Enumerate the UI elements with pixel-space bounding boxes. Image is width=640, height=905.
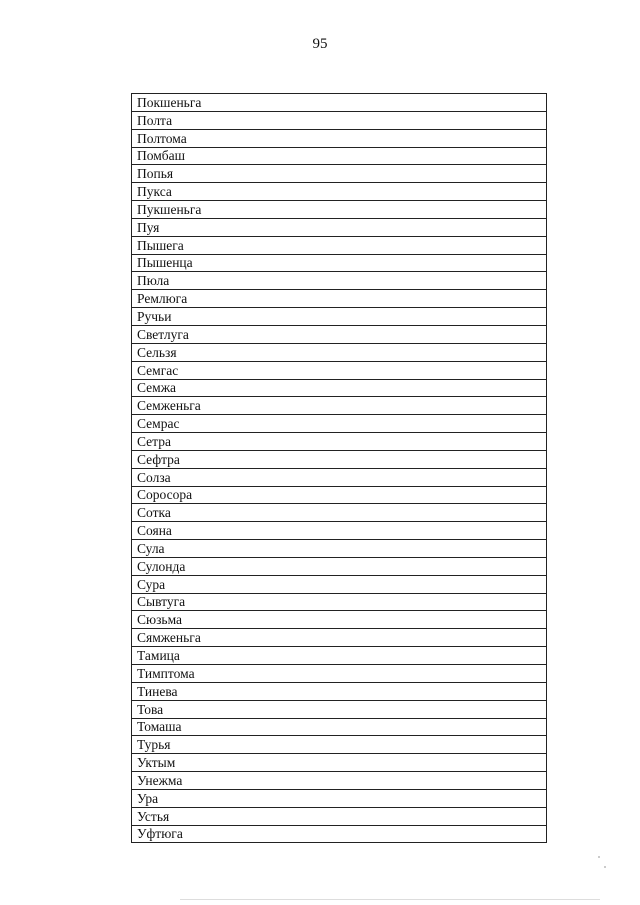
table-row: [132, 611, 547, 629]
table-row: [132, 807, 547, 825]
table-cell: Пюла: [132, 272, 547, 290]
table-row: [132, 325, 547, 343]
table-row: [132, 183, 547, 201]
table-row: [132, 754, 547, 772]
table-row: [132, 700, 547, 718]
table-cell: Унежма: [132, 772, 547, 790]
table-row: [132, 290, 547, 308]
table-row: [132, 647, 547, 665]
table-cell: Сельзя: [132, 343, 547, 361]
table-row: [132, 129, 547, 147]
table-row: [132, 236, 547, 254]
table-row: [132, 718, 547, 736]
table-cell: Устья: [132, 807, 547, 825]
table-row: [132, 308, 547, 326]
table-row: [132, 736, 547, 754]
table-cell: Ручьи: [132, 308, 547, 326]
table-row: [132, 379, 547, 397]
table-cell: Тамица: [132, 647, 547, 665]
table-cell: Томаша: [132, 718, 547, 736]
table-row: [132, 486, 547, 504]
table-cell: Полтома: [132, 129, 547, 147]
table-row: [132, 468, 547, 486]
table-cell: Пуя: [132, 218, 547, 236]
table-cell: Ремлюга: [132, 290, 547, 308]
table-cell: Помбаш: [132, 147, 547, 165]
table-cell: Сояна: [132, 522, 547, 540]
table-cell: Сулонда: [132, 557, 547, 575]
table-row: [132, 825, 547, 843]
table-row: [132, 343, 547, 361]
table-cell: Уфтюга: [132, 825, 547, 843]
table-cell: Пышега: [132, 236, 547, 254]
table-cell: Сывтуга: [132, 593, 547, 611]
table-row: [132, 504, 547, 522]
table-row: [132, 397, 547, 415]
table-cell: Покшеньга: [132, 94, 547, 112]
table-row: [132, 557, 547, 575]
table-row: [132, 540, 547, 558]
page-number: 95: [312, 36, 328, 52]
table-cell: Сямженьга: [132, 629, 547, 647]
table-cell: Семгас: [132, 361, 547, 379]
table-row: [132, 165, 547, 183]
table-row: [132, 361, 547, 379]
table-row: [132, 272, 547, 290]
table-cell: Сотка: [132, 504, 547, 522]
table-row: [132, 575, 547, 593]
names-table-body: [132, 94, 547, 843]
table-row: [132, 433, 547, 451]
table-cell: Сура: [132, 575, 547, 593]
table-row: [132, 665, 547, 683]
table-cell: Солза: [132, 468, 547, 486]
table-cell: Пукшеньга: [132, 201, 547, 219]
table-cell: Пукса: [132, 183, 547, 201]
scan-edge-line: [180, 899, 600, 900]
table-cell: Соросора: [132, 486, 547, 504]
table-cell: Светлуга: [132, 325, 547, 343]
table-cell: Тинева: [132, 682, 547, 700]
scan-artifact: [598, 856, 600, 858]
table-cell: Семжа: [132, 379, 547, 397]
table-cell: Това: [132, 700, 547, 718]
table-row: [132, 147, 547, 165]
table-cell: Сетра: [132, 433, 547, 451]
table-cell: Пышенца: [132, 254, 547, 272]
table-cell: Уктым: [132, 754, 547, 772]
table-row: [132, 94, 547, 112]
table-row: [132, 254, 547, 272]
table-row: [132, 682, 547, 700]
names-table: [131, 93, 547, 843]
table-row: [132, 201, 547, 219]
table-cell: Сюзьма: [132, 611, 547, 629]
table-row: [132, 522, 547, 540]
table-cell: Сула: [132, 540, 547, 558]
table-cell: Ура: [132, 789, 547, 807]
table-row: [132, 629, 547, 647]
table-row: [132, 415, 547, 433]
table-row: [132, 218, 547, 236]
table-cell: Полта: [132, 111, 547, 129]
table-row: [132, 111, 547, 129]
table-cell: Турья: [132, 736, 547, 754]
scan-artifact: [604, 866, 606, 868]
table-row: [132, 593, 547, 611]
table-cell: Попья: [132, 165, 547, 183]
table-cell: Тимптома: [132, 665, 547, 683]
table-cell: Семженьга: [132, 397, 547, 415]
table-cell: Семрас: [132, 415, 547, 433]
table-row: [132, 789, 547, 807]
table-cell: Сефтра: [132, 450, 547, 468]
table-row: [132, 450, 547, 468]
table-row: [132, 772, 547, 790]
